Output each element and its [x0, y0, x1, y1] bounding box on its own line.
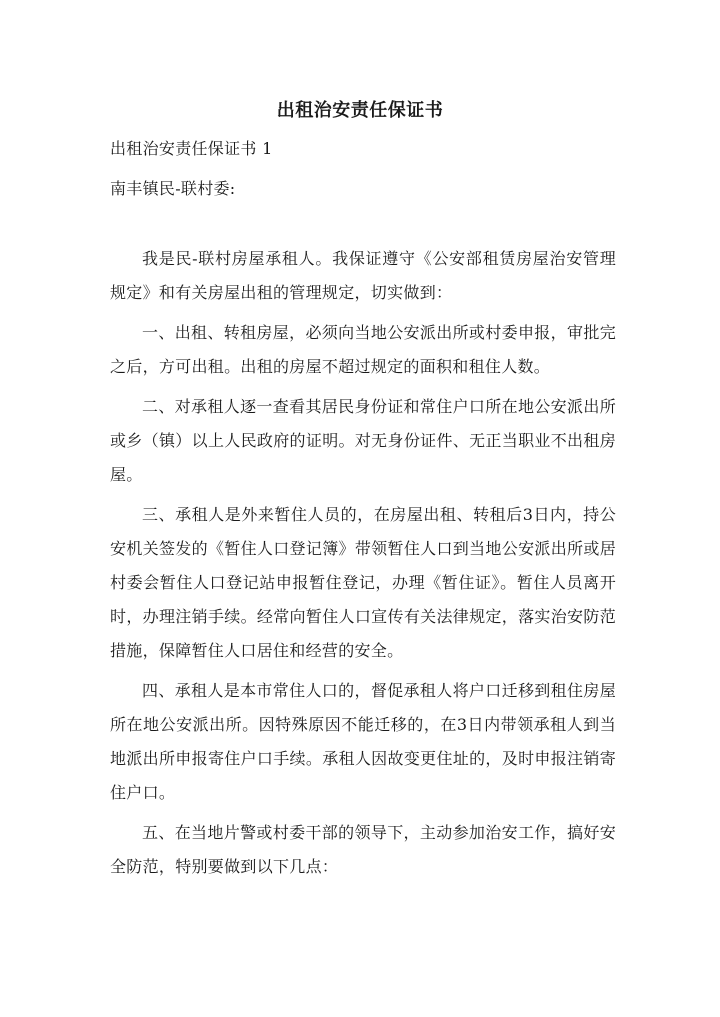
document-body [110, 242, 616, 884]
paragraph-item-3: 三、承租人是外来暂住人员的，在房屋出租、转租后3日内，持公安机关签发的《暂住人口登记簿》带领暂住人口到当地公安派出所或居村委会暂住人口登记站申报暂住登记，办理《暂住证》。暂住人员离开时，办理注销手续。经常向暂住人口宣传有关法律规定，落实治安防范措施，保障暂住人口居住和经营的安全。 [110, 505, 616, 660]
document-subtitle: 出租治安责任保证书 1 [110, 139, 273, 158]
paragraph-intro: 我是民-联村房屋承租人。我保证遵守《公安部租赁房屋治安管理规定》和有关房屋出租的管理规定，切实做到： [110, 249, 616, 302]
paragraph-item-2: 二、对承租人逐一查看其居民身份证和常住户口所在地公安派出所或乡（镇）以上人民政府的证明。对无身份证件、无正当职业不出租房屋。 [110, 397, 616, 484]
document-title: 出租治安责任保证书 [276, 100, 444, 121]
paragraph-item-4: 四、承租人是本市常住人口的，督促承租人将户口迁移到租住房屋所在地公安派出所。因特殊原因不能迁移的，在3日内带领承租人到当地派出所申报寄住户口手续。承租人因故变更住址的，及时申报注销寄住户口。 [110, 681, 616, 802]
paragraph-item-1: 一、出租、转租房屋，必须向当地公安派出所或村委申报，审批完之后，方可出租。出租的房屋不超过规定的面积和租住人数。 [110, 323, 616, 376]
recipient-line: 南丰镇民-联村委: [110, 179, 236, 198]
paragraph-item-5: 五、在当地片警或村委干部的领导下，主动参加治安工作，搞好安全防范，特别要做到以下几点： [110, 823, 616, 876]
